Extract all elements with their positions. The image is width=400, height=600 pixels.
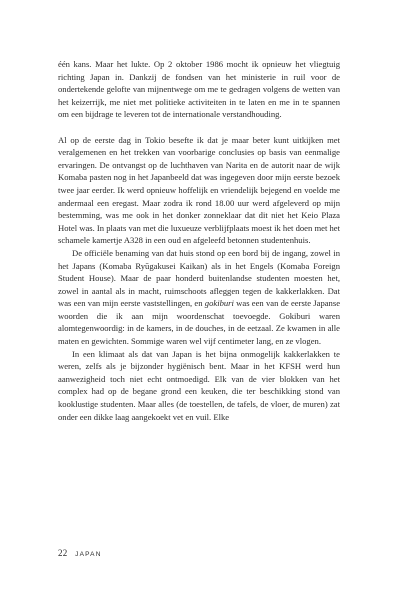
page-footer — [58, 548, 102, 558]
body-text — [58, 58, 340, 423]
paragraph-1: één kans. Maar het lukte. Op 2 oktober 1986 mocht ik opnieuw het vliegtuig richting Japan in. Dankzij de fondsen van het ministerie in ruil voor de ondertekende gelofte van mijnentwege om me te gedragen volgens de wetten van het keizerrijk, me niet met politieke activiteiten in te laten en me in te spannen om een bijdrage te leveren tot de internationale verstandhouding. — [58, 59, 340, 120]
page-number: 22 — [58, 548, 68, 558]
paragraph-3 — [58, 247, 340, 348]
paragraph-3-start: De officiële benaming van dat huis stond op een bord bij de ingang, zowel in het Japans (Komaba Ryūgakusei Kaikan) als in het Engels (Komaba Foreign Student House). Maar de paar honderd buitenlandse studenten moesten het, zowel in aantal als in macht, ruimschoots afleggen tegen de kakkerlakken. Dat was een van mijn eerste vaststellingen, en — [58, 247, 340, 309]
paragraph-3-end: was een van de eerste Japanse woorden die ik aan mijn woordenschat toevoegde. Gokiburi waren alomtegenwoordig: in de kamers, in de douches, in de eetzaal. Ze kwamen in alle maten en gewichten. Sommige waren wel vijf centimeter lang, en ze vlogen. — [58, 298, 341, 347]
italic-term: gokiburi — [204, 298, 234, 309]
running-title: JAPAN — [75, 551, 102, 558]
paragraph-4: In een klimaat als dat van Japan is het bijna onmogelijk kakkerlakken te weren, zelfs als je bijzonder hygiënisch bent. Maar in het KFSH werd hun aanwezigheid toch niet echt ontmoedigd. Elk van de vier blokken van het complex had op de begane grond een keuken, die ter beschikking stond van kooklustige studenten. Maar alles (de toestellen, de tafels, de vloer, de muren) zat onder een dikke laag aangekoekt vet en vuil. Elke — [58, 348, 340, 422]
paragraph-2: Al op de eerste dag in Tokio besefte ik dat je maar beter kunt uitkijken met veralgemenen en het trekken van voorbarige conclusies op basis van eenmalige ervaringen. De ontvangst op de luchthaven van Narita en de autorit naar de wijk Komaba pasten nog in het Japanbeeld dat was ingegeven door mijn eerste bezoek twee jaar eerder. Ik werd opnieuw hoffelijk en vriendelijk bejegend en voelde me andermaal een eregast. Maar zodra ik rond 18.00 uur werd afgeleverd op mijn bestemming, was me ook in het donker zonneklaar dat dit niet het Keio Plaza Hotel was. In plaats van met die luxueuze verblijfplaats moest ik het doen met het schamele kamertje A328 in een oud en afgeleefd betonnen studentenhuis. — [58, 134, 340, 246]
